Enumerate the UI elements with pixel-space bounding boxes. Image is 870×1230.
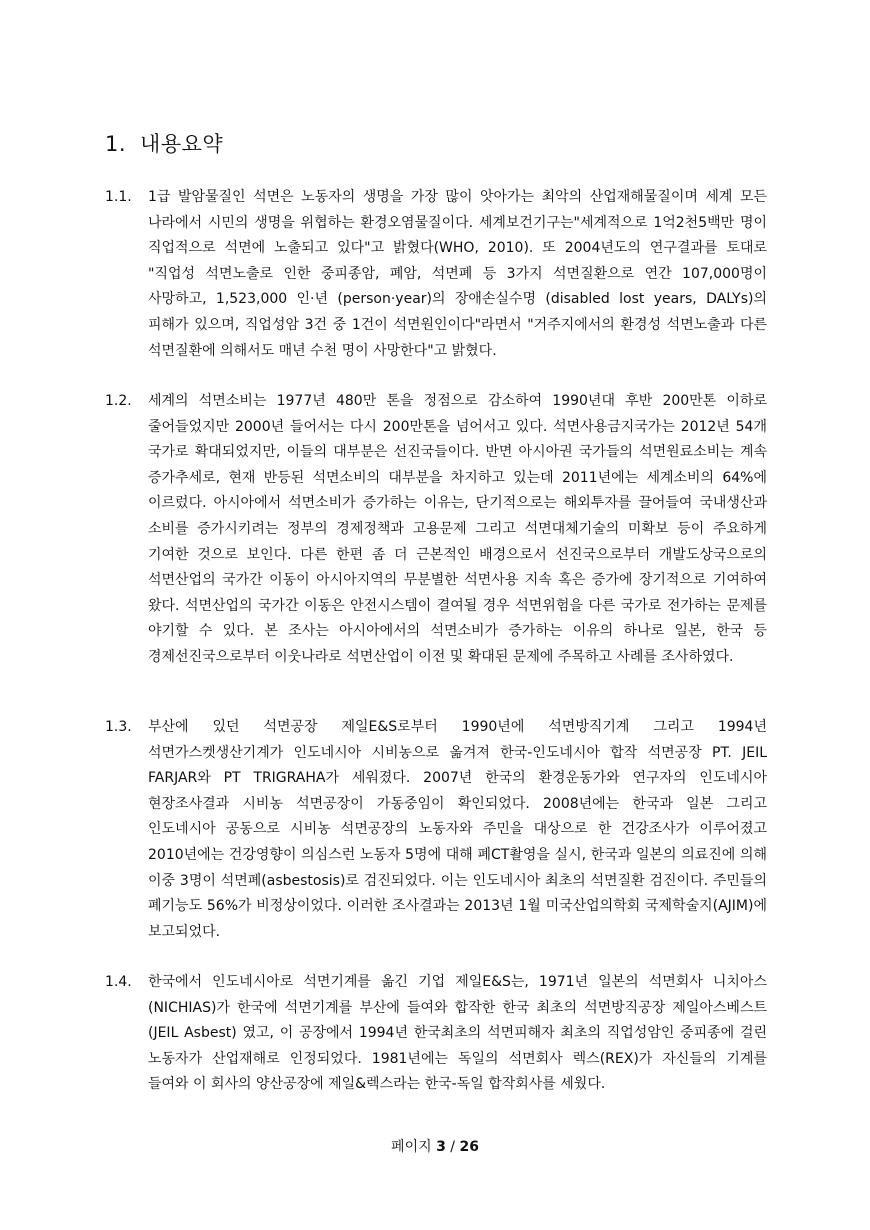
paragraph-text: 1급 발암물질인 석면은 노동자의 생명을 가장 많이 앗아가는 최악의 산업재해물질이며 세계 모든 나라에서 시민의 생명을 위협하는 환경오염물질이다. 세계보건기구는"세계적으로 1억2천5백만 명이 직업적으로 석면에 노출되고 있다"고 밝혔다(WHO, 2010). 또 2004년도의 연구결과를 토대로 "직업성 석면노출로 인한 중피종암, 폐암, 석면폐 등 3가지 석면질환으로 연간 107,000명이 사망하고, 1,523,000 인·년 (person·year)의 장애손실수명 (disabled lost years, DALYs)의 피해가 있으며, 직업성암 3건 중 1건이 석면원인이다"라면서 "거주지에서의 환경성 석면노출과 다른 석면질환에 의해서도 매년 수천 명이 사망한다"고 밝혔다. [148,189,767,359]
paragraph-text: 부산에 있던 석면공장 제일E&S로부터 1990년에 석면방직기계 그리고 1994년 석면가스켓생산기계가 인도네시아 시비농으로 옮겨져 한국-인도네시아 합작 석면공장 PT. JEIL FARJAR와 PT TRIGRAHA가 세워졌다. 2007년 한국의 환경운동가와 연구자의 인도네시아 현장조사결과 시비농 석면공장이 가동중임이 확인되었다. 2008년에는 한국과 일본 그리고 인도네시아 공동으로 시비농 석면공장의 노동자와 주민을 대상으로 한 건강조사가 이루어졌고 2010년에는 건강영향이 의심스런 노동자 5명에 대해 폐CT촬영을 실시, 한국과 일본의 의료진에 의해 이중 3명이 석면폐(asbestosis)로 검진되었다. 이는 인도네시아 최초의 석면질환 검진이다. 주민들의 폐기능도 56%가 비정상이었다. 이러한 조사결과는 2013년 1월 미국산업의학회 국제학술지(AJIM)에 보고되었다. [148,719,767,940]
paragraph-text: 한국에서 인도네시아로 석면기계를 옮긴 기업 제일E&S는, 1971년 일본의 석면회사 니치아스(NICHIAS)가 한국에 석면기계를 부산에 들여와 합작한 한국 최초의 석면방직공장 제일아스베스트(JEIL Asbest) 였고, 이 공장에서 1994년 한국최초의 석면피해자 최초의 직업성암인 중피종에 걸린 노동자가 산업재해로 인정되었다. 1981년에는 독일의 석면회사 렉스(REX)가 자신들의 기계를 들여와 이 회사의 양산공장에 제일&렉스라는 한국-독일 합작회사를 세웠다. [148,974,767,1093]
heading-title: 내용요약 [140,132,224,156]
page-label: 페이지 [391,1139,432,1155]
page-separator: / [450,1139,455,1155]
paragraph-1-2 [105,389,767,671]
section-heading [105,128,223,158]
paragraph-1-4 [105,970,767,1098]
total-page-count: 26 [459,1139,479,1155]
heading-number: 1. [105,132,127,156]
paragraph-1-1 [105,185,767,364]
paragraph-1-3 [105,715,767,945]
paragraph-number: 1.3. [105,719,132,735]
paragraph-number: 1.2. [105,393,132,409]
page-footer [0,1136,870,1156]
current-page-number: 3 [436,1139,446,1155]
paragraph-number: 1.1. [105,189,132,205]
paragraph-text: 세계의 석면소비는 1977년 480만 톤을 정점으로 감소하여 1990년대 후반 200만톤 이하로 줄어들었지만 2000년 들어서는 다시 200만톤을 넘어서고 있다. 석면사용금지국가는 2012년 54개 국가로 확대되었지만, 이들의 대부분은 선진국들이다. 반면 아시아권 국가들의 석면원료소비는 계속 증가추세로, 현재 반등된 석면소비의 대부분을 차지하고 있는데 2011년에는 세계소비의 64%에 이르렀다. 아시아에서 석면소비가 증가하는 이유는, 단기적으로는 해외투자를 끌어들여 국내생산과 소비를 증가시키려는 정부의 경제정책과 고용문제 그리고 석면대체기술의 미확보 등이 주요하게 기여한 것으로 보인다. 다른 한편 좀 더 근본적인 배경으로서 선진국으로부터 개발도상국으로의 석면산업의 국가간 이동이 아시아지역의 무분별한 석면사용 지속 혹은 증가에 장기적으로 기여하여 왔다. 석면산업의 국가간 이동은 안전시스템이 결여될 경우 석면위험을 다른 국가로 전가하는 문제를 야기할 수 있다. 본 조사는 아시아에서의 석면소비가 증가하는 이유의 하나로 일본, 한국 등 경제선진국으로부터 이웃나라로 석면산업이 이전 및 확대된 문제에 주목하고 사례를 조사하였다. [148,393,767,665]
paragraph-number: 1.4. [105,974,132,990]
